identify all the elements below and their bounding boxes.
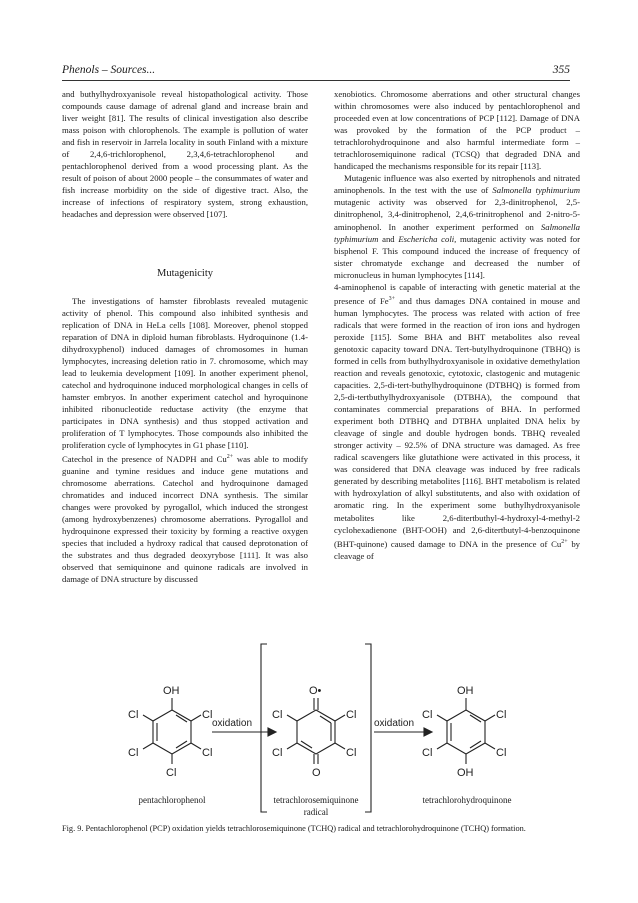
atom-label: Cl xyxy=(128,709,139,721)
running-title: Phenols – Sources... xyxy=(62,64,156,76)
atom-label: OH xyxy=(457,685,474,697)
paragraph: xenobiotics. Chromosome aberrations and other structural changes within chromosomes were also induced by pentachlorophenol and proceeded even at low concentrations of PCP [112]. Damage of DNA was provoked by the formation of the PCP product – tetrachlorohydroquinone and also harmful intermediate form –tetrachlorosemiquinone radical (TCSQ) that degraded DNA and handicaped the mechanisms responsible for its repair [113]. xyxy=(334,89,580,172)
compound-name-pentachlorophenol: pentachlorophenol xyxy=(138,795,206,805)
atom-label: Cl xyxy=(346,709,357,721)
paragraph: Catechol in the presence of NADPH and $Cu^{2+}$ was able to modify guanine and tymine residues and induce gene mutations and chromosome aberrations. Catechol and hydroquinone damaged chromatides and induced incorrect DNA synthesis. The similar changes were provoked by pyrogallol, which induced the strongest (among hydroxybenzenes) chromosome aberrations. Pyrogallol and hydroquinone expressed their toxicity by forming a reactive oxygen species that included a hydroxy radical that caused deprotonation of the substrates and thus degraded deoxyrybose [111]. It was also observed that semiquinone and quinone radicals are involved in damage of DNA structure by discussed xyxy=(62,454,308,585)
atom-label: Cl xyxy=(422,747,433,759)
paragraph: 4-aminophenol is capable of interacting with genetic material at the presence of $Fe^{3+}$ and thus damages DNA contained in mouse and human lymphocytes. The process was related with action of free radicals that were formed in the reaction of iron ions and hydrogen peroxide [115]. Some BHA and BHT metabolites also reveal genotoxic capacity toward DNA. Tert-butylhydroquinone (TBHQ) is formed in cells from buthylhydroxyanisole in oxidative demethylation reaction and reveals genotoxic, cytotoxic, clastogenic and mutagenic capacities. 2,5-di-tert-buthylhydroquinone (DTBHQ) is formed from 2,5-di-tertbuthylhydroxyanisole (DTBHA), the compound that contaminates commercial preparations of BHA. In performed experiment both DTBHQ and DTBHA unplaited DNA helix by cleavage of single and double hydrogen bonds. TBHQ revealed stronger activity – 92.5% of DNA structure was damaged. As free radical scavengers like glutathione were activated in this process, it was considered that DNA cleavage was induced by free radicals generated by describing metabolites [116]. BHT metabolism is related with hydroxylation of alkyl substitutents, and also with oxidation of aromatic ring. In the experiment some buthylhydroxyanisole metabolites like 2,6-ditertbuthyl-4-hydroxyl-4-methyl-2 cyclohexadienone (BHT-OOH) and 2,6-ditertbutyl-4-benzoquinone (BHT-quinone) caused damage to DNA in the presence of $Cu^{2+}$ by cleavage of xyxy=(334,281,581,561)
left-column xyxy=(62,88,308,586)
atom-label: Cl xyxy=(346,747,357,759)
atom-label: Cl xyxy=(496,709,507,721)
atom-label: Cl xyxy=(166,767,177,779)
benzene-ring-3 xyxy=(447,710,485,754)
paragraph: The investigations of hamster fibroblasts revealed mutagenic activity of phenol. This compound also inhibited synthesis and replication of DNA in HeLa cells [108]. Moreover, phenol stopped reparation of DNA in diploid human fibroblasts. Hydroquinone (1.4-dihydroxyphenol) induced damages of chromosomes in human lymphocytes, increasing deletion ratio in 7. chromosome, which may lead to leukemia development [109]. In another experiment phenol, catechol and hydroquinone induced morphological changes in cells of hamster embryos. In another experiment catechol and hyroquinone inhibited ribonucleotide reductase activity (the enzyme that participates in DNA synthesis) and thus stopped activation and proliferation of T lymphocytes. Those compounds also inhibited the proliferation cycle of lymphocytes in G1 phase [110]. xyxy=(62,295,308,451)
right-column xyxy=(334,88,580,562)
paragraph: and buthylhydroxyanisole reveal histopathological activity. Those compounds cause damage of adrenal gland and increase brain and liver weight [81]. The results of clinical investigation also describe mass poison with chlorophenols. The example is pollution of water and fish in reservoir in Jarrela locality in south Finland with a mixture of 2,4,6-trichlorophenol, 2,3,4,6-tetrachlorophenol and pentachlorophenol derived from a wood processing plant. As the result of poison of about 2000 people – the consummates of water and fish increase morbidity on the side of digestive tract. Also, the increase of infections of respiratory system, strong exhaustion, headaches and depression were observed [107]. xyxy=(62,89,308,220)
compound-name-tetrachlorohydroquinone: tetrachlorohydroquinone xyxy=(422,795,512,805)
paragraph: Mutagenic influence was also exerted by nitrophenols and nitrated aminophenols. In the test with the use of Salmonella typhimurium mutagenic activity was observed for 2,3-dinitrophenol, 2,5-dinitrophenol, 3,4-dinitrophenol, 2,4,6-trinitrophenol and 2-nitro-5-aminophenol. In another experiment performed on Salmonella typhimurium and Eschericha coli, mutagenic activity was noted for bisphenol F. This compound induced the increase of frequency of sister chromatyde exchange and decreased the number of micronucleus in human lymphocytes [114]. xyxy=(334,173,581,280)
section-heading-mutagenicity: Mutagenicity xyxy=(157,267,213,279)
compound-name-tetrachlorosemiquinone: tetrachlorosemiquinone radical xyxy=(273,795,359,817)
atom-label: Cl xyxy=(202,709,213,721)
atom-label: O xyxy=(312,767,321,779)
figure-caption: Fig. 9. Pentachlorophenol (PCP) oxidation yields tetrachlorosemiquinone (TCHQ) radical and tetrachlorohydroquinone (TCHQ) formation. xyxy=(62,824,526,833)
running-header xyxy=(62,58,570,81)
atom-label: Cl xyxy=(202,747,213,759)
benzene-ring-1 xyxy=(153,710,191,754)
atom-label: Cl xyxy=(272,747,283,759)
atom-label: Cl xyxy=(128,747,139,759)
atom-label: Cl xyxy=(272,709,283,721)
quinone-ring xyxy=(297,710,335,754)
reaction-scheme xyxy=(62,636,570,836)
arrow-label: oxidation xyxy=(374,718,415,729)
page-number: 355 xyxy=(552,64,570,76)
arrow-label: oxidation xyxy=(212,718,253,729)
atom-label: OH xyxy=(163,685,180,697)
atom-label: OH xyxy=(457,767,474,779)
atom-label: Cl xyxy=(496,747,507,759)
atom-label: O• xyxy=(309,685,322,697)
atom-label: Cl xyxy=(422,709,433,721)
